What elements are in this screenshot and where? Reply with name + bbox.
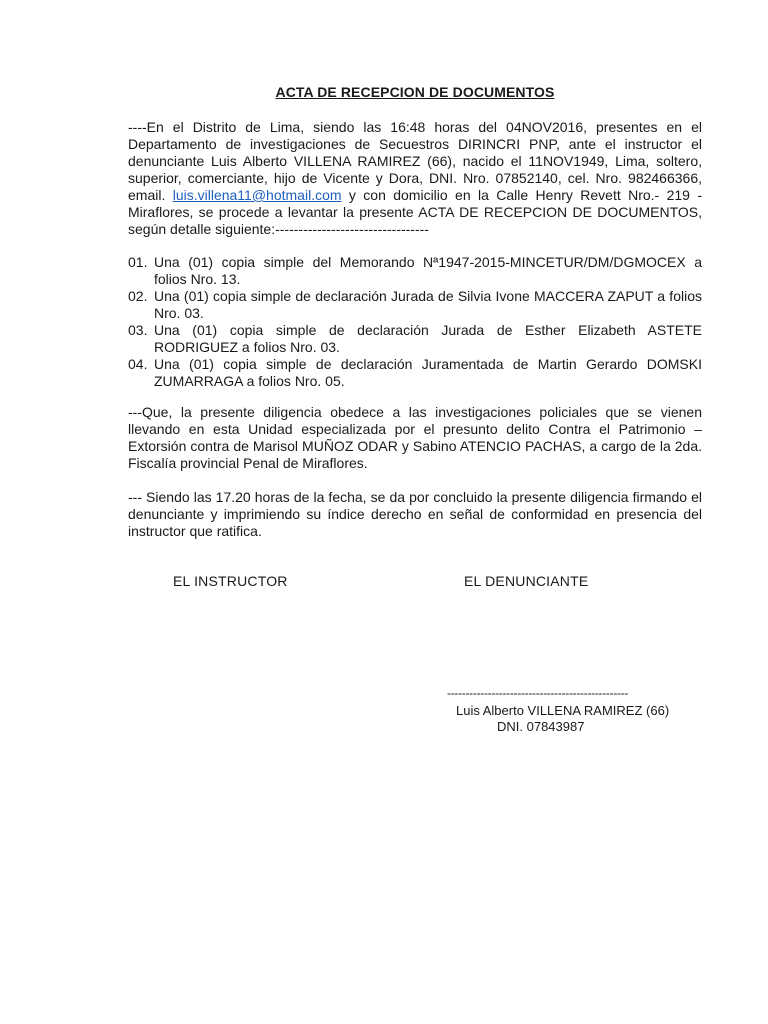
- email-link[interactable]: luis.villena11@hotmail.com: [172, 187, 342, 203]
- intro-paragraph: [128, 119, 702, 238]
- instructor-signature-label: EL INSTRUCTOR: [173, 573, 288, 589]
- document-list: [128, 254, 702, 390]
- list-item-text: Una (01) copia simple de declaración Jurada de Esther Elizabeth ASTETE RODRIGUEZ a folios Nro. 03.: [154, 322, 702, 355]
- investigation-paragraph: ---Que, la presente diligencia obedece a las investigaciones policiales que se vienen llevando en esta Unidad especializada por el presunto delito Contra el Patrimonio – Extorsión contra de Marisol MUÑOZ ODAR y Sabino ATENCIO PACHAS, a cargo de la 2da. Fiscalía provincial Penal de Miraflores.: [128, 404, 702, 471]
- intro-text-before-email: ----En el Distrito de Lima, siendo las 16:48 horas del 04NOV2016, presentes en el Departamento de investigaciones de Secuestros DIRINCRI PNP, ante el instructor el denunciante Luis Alberto VILLENA RAMIREZ (66), nacido el 11NOV1949, Lima, soltero, superior, comerciante, hijo de Vicente y Dora, DNI. Nro. 07852140, cel. Nro. 982466366, email.: [128, 119, 702, 203]
- signature-line: -------------------------------------------------: [447, 686, 629, 700]
- signer-name: Luis Alberto VILLENA RAMIREZ (66): [456, 703, 670, 718]
- list-item-number: 04.: [128, 356, 148, 372]
- document-title: ACTA DE RECEPCION DE DOCUMENTOS: [275, 84, 555, 100]
- list-item-number: 03.: [128, 322, 148, 338]
- intro-text-after-email: y con domicilio en la Calle Henry Revett Nro.- 219 - Miraflores, se procede a levantar la presente ACTA DE RECEPCION DE DOCUMENTOS, según detalle siguiente:---------------------------------: [128, 187, 702, 237]
- list-item: [128, 254, 702, 288]
- list-item: [128, 288, 702, 322]
- closing-paragraph: --- Siendo las 17.20 horas de la fecha, se da por concluido la presente diligencia firmando el denunciante y imprimiendo su índice derecho en señal de conformidad en presencia del instructor que ratifica.: [128, 489, 702, 539]
- list-item-text: Una (01) copia simple de declaración Juramentada de Martin Gerardo DOMSKI ZUMARRAGA a folios Nro. 05.: [154, 356, 702, 389]
- list-item: [128, 356, 702, 390]
- list-item-text: Una (01) copia simple del Memorando Nª1947-2015-MINCETUR/DM/DGMOCEX a folios Nro. 13.: [154, 254, 702, 287]
- signer-dni: DNI. 07843987: [497, 719, 585, 734]
- list-item-number: 02.: [128, 288, 148, 304]
- list-item-text: Una (01) copia simple de declaración Jurada de Silvia Ivone MACCERA ZAPUT a folios Nro. 03.: [154, 288, 702, 321]
- denunciante-signature-label: EL DENUNCIANTE: [464, 573, 589, 589]
- list-item-number: 01.: [128, 254, 148, 270]
- list-item: [128, 322, 702, 356]
